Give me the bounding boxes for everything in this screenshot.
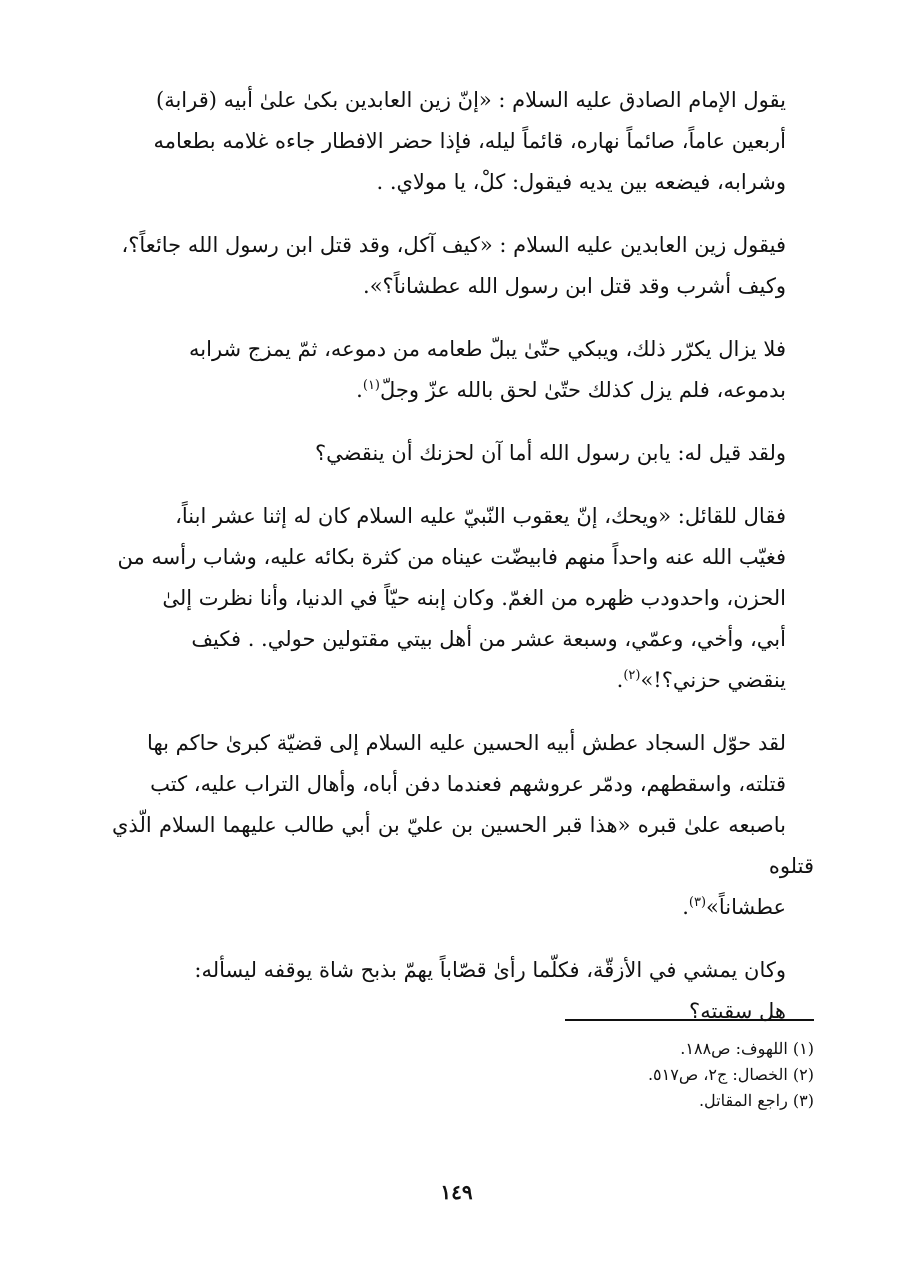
text-fragment: . (682, 895, 689, 919)
page-number: ١٤٩ (440, 1180, 473, 1204)
text-line: باصبعه علىٰ قبره «هذا قبر الحسين بن عليّ بن أبي طالب عليهما السلام الّذي قتلوه (112, 813, 814, 878)
text-line: وكيف أشرب وقد قتل ابن رسول الله عطشاناً؟». (363, 274, 786, 298)
text-line: يقول الإمام الصادق عليه السلام : «إنّ زين العابدين بكىٰ علىٰ أبيه (قرابة) (156, 88, 786, 112)
text-line (112, 370, 814, 411)
text-line: أبي، وأخي، وعمّي، وسبعة عشر من أهل بيتي مقتولين حولي. . فكيف (191, 627, 786, 651)
text-line: ولقد قيل له: يابن رسول الله أما آن لحزنك أن ينقضي؟ (314, 441, 786, 465)
text-line: الحزن، واحدودب ظهره من الغمّ. وكان إبنه حيّاً في الدنيا، وأنا نظرت إلىٰ (162, 586, 786, 610)
footnote-ref-2: (٢) (623, 668, 641, 683)
paragraph-3 (112, 329, 814, 411)
text-line: أربعين عاماً، صائماً نهاره، قائماً ليله، فإذا حضر الافطار جاءه غلامه بطعامه (153, 129, 786, 153)
text-line: فقال للقائل: «ويحك، إنّ يعقوب النّبيّ عليه السلام كان له إثنا عشر ابناً، (175, 504, 786, 528)
footnote-divider (565, 1019, 814, 1021)
footnote-2: (٢) الخصال: ج٢، ص٥١٧. (647, 1065, 814, 1084)
body-text (112, 80, 814, 1054)
text-line: لقد حوّل السجاد عطش أبيه الحسين عليه السلام إلى قضيّة كبرىٰ حاكم بها (147, 731, 786, 755)
text-line: وكان يمشي في الأزقّة، فكلّما رأىٰ قصّاباً يهمّ بذبح شاة يوقفه ليسأله: (194, 958, 786, 982)
paragraph-2 (112, 225, 814, 307)
paragraph-6 (112, 723, 814, 928)
text-line: وشرابه، فيضعه بين يديه فيقول: كلْ، يا مولاي. . (376, 170, 786, 194)
footnote-1: (١) اللهوف: ص١٨٨. (680, 1039, 814, 1058)
paragraph-4 (112, 433, 814, 474)
text-line (112, 887, 814, 928)
text-line: فلا يزال يكرّر ذلك، ويبكي حتّىٰ يبلّ طعامه من دموعه، ثمّ يمزج شرابه (189, 337, 786, 361)
footnotes (480, 1036, 814, 1114)
footnote-ref-1: (١) (362, 378, 380, 393)
paragraph-1 (112, 80, 814, 203)
text-line: قتلته، واسقطهم، ودمّر عروشهم فعندما دفن أباه، وأهال التراب عليه، كتب (150, 772, 786, 796)
text-fragment: بدموعه، فلم يزل كذلك حتّىٰ لحق بالله عزّ وجلّ (380, 378, 786, 402)
footnote-3: (٣) راجع المقاتل. (698, 1091, 814, 1110)
text-fragment: . (356, 378, 363, 402)
text-line: فيقول زين العابدين عليه السلام : «كيف آكل، وقد قتل ابن رسول الله جائعاً؟، (121, 233, 786, 257)
footnote-ref-3: (٣) (688, 895, 707, 910)
text-fragment: ينقضي حزني؟!» (640, 668, 786, 692)
text-line (112, 660, 814, 701)
paragraph-5 (112, 496, 814, 701)
text-line: هل سقيته؟ (689, 999, 786, 1023)
text-fragment: . (616, 668, 624, 692)
text-fragment: عطشاناً» (706, 895, 786, 919)
text-line: فغيّب الله عنه واحداً منهم فابيضّت عيناه من كثرة بكائه عليه، وشاب رأسه من (117, 545, 786, 569)
